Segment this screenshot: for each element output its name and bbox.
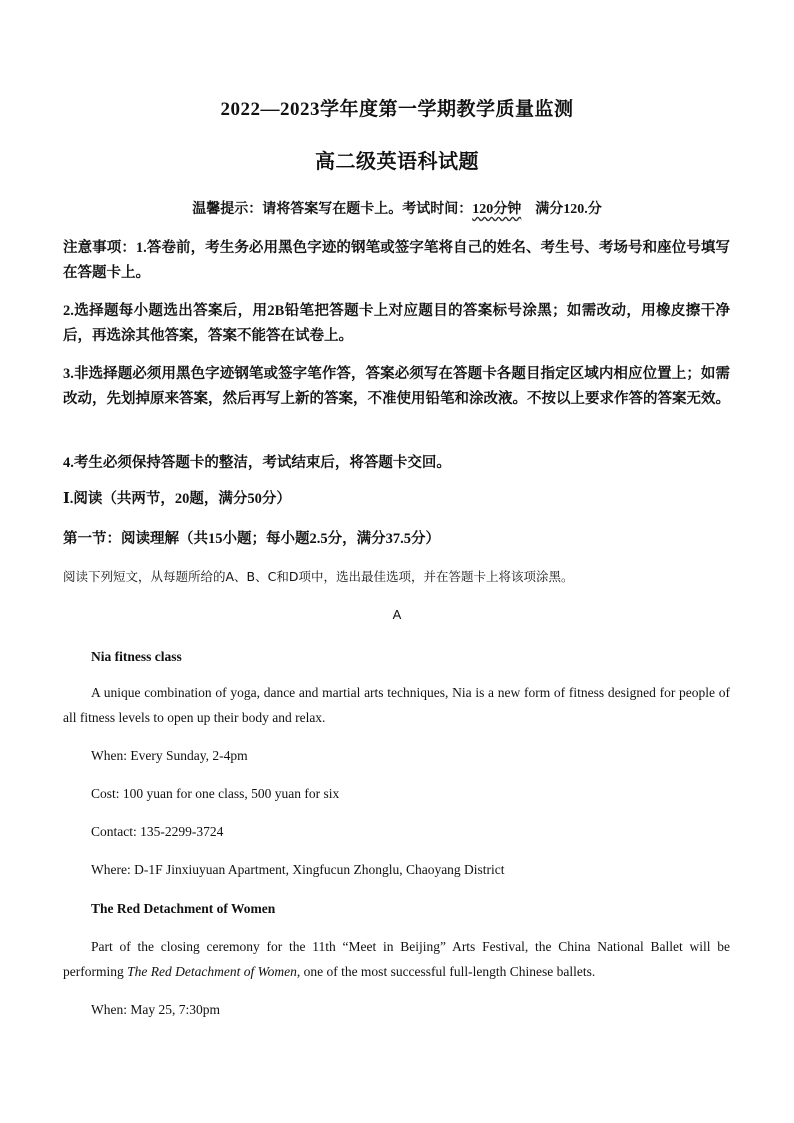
exam-title: 2022—2023学年度第一学期教学质量监测 (220, 99, 574, 120)
section-subsection-heading: 第一节：阅读理解（共15小题；每小题2.5分，满分37.5分） (63, 531, 440, 547)
body-start: Part of the closing ceremony for the 11th “Meet in Beijing” Arts Festival, the China National Ballet will be performing (63, 939, 730, 979)
notice-item-3: 3.非选择题必须用黑色字迹钢笔或签字笔作答，答案必须写在答题卡各题目指定区域内相应位置上；如需改动，先划掉原来答案，然后再写上新的答案，不准使用铅笔和涂改液。不按以上要求作答的答案无效。 (63, 366, 730, 407)
notice-item-1: 注意事项：1.答卷前，考生务必用黑色字迹的钢笔或签字笔将自己的姓名、考生号、考场号和座位号填写在答题卡上。 (63, 240, 730, 281)
section-instruction: 阅读下列短文，从每题所给的A、B、C和D项中，选出最佳选项，并在答题卡上将该项涂黑。 (63, 569, 574, 584)
nia-where: Where: D-1F Jinxiuyuan Apartment, Xingfucun Zhonglu, Chaoyang District (91, 862, 505, 877)
exam-subtitle: 高二级英语科试题 (315, 151, 479, 173)
nia-contact: Contact: 135-2299-3724 (91, 824, 224, 839)
tip-prefix: 温馨提示：请将答案写在题卡上。考试时间： (192, 202, 473, 217)
red-detachment-when: When: May 25, 7:30pm (91, 1002, 220, 1017)
body-end: , one of the most successful full-length Chinese ballets. (296, 964, 596, 979)
notice-item-2: 2.选择题每小题选出答案后，用2B铅笔把答题卡上对应题目的答案标号涂黑；如需改动，用橡皮擦干净后，再选涂其他答案，答案不能答在试卷上。 (63, 303, 730, 344)
passage-body-nia: A unique combination of yoga, dance and martial arts techniques, Nia is a new form of fitness designed for people of all fitness levels to open up their body and relax. (63, 685, 730, 725)
passage-letter: A (392, 607, 402, 622)
nia-cost: Cost: 100 yuan for one class, 500 yuan for six (91, 786, 340, 801)
tip-time: 120分钟 (472, 202, 522, 217)
section-part-heading: Ⅰ.阅读（共两节，20题，满分50分） (63, 491, 291, 507)
notice-item-4: 4.考生必须保持答题卡的整洁，考试结束后，将答题卡交回。 (63, 455, 451, 471)
passage-heading-red-detachment: The Red Detachment of Women (91, 901, 276, 916)
exam-tip (0, 200, 794, 220)
passage-heading-nia: Nia fitness class (91, 649, 182, 664)
nia-when: When: Every Sunday, 2-4pm (91, 748, 248, 763)
tip-score: 满分120.分 (521, 202, 602, 217)
passage-body-red-detachment (63, 934, 730, 984)
ballet-title: The Red Detachment of Women (127, 964, 297, 979)
